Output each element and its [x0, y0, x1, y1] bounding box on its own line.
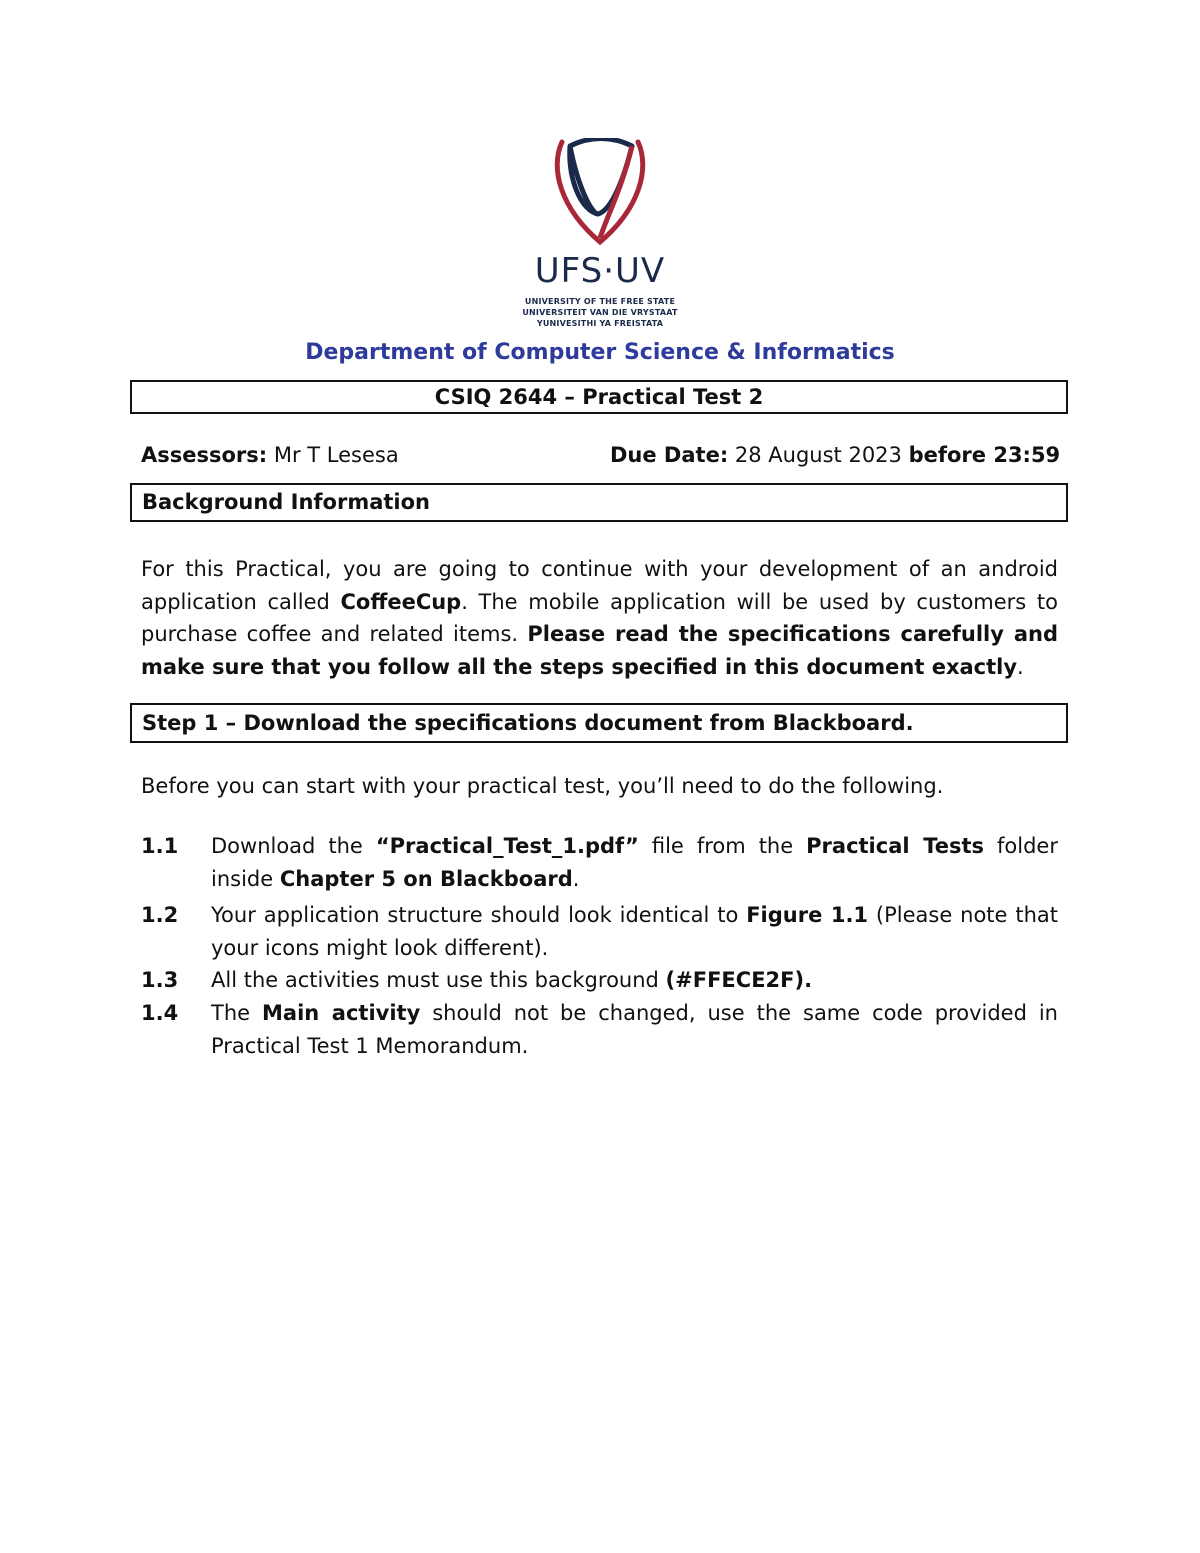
- step1-heading: Step 1 – Download the specifications document from Blackboard.: [130, 703, 1068, 743]
- assessors-line: [141, 443, 399, 467]
- due-date-label: Due Date:: [610, 443, 729, 467]
- due-date-time: before 23:59: [908, 443, 1061, 467]
- item-bold: Main activity: [262, 1001, 421, 1025]
- item-number: 1.1: [141, 834, 179, 858]
- item-number: 1.2: [141, 903, 179, 927]
- bg-end: .: [1017, 654, 1024, 679]
- logo-line-3: YUNIVESITHI YA FREISTATA: [536, 319, 664, 328]
- item-bold: Chapter 5 on Blackboard: [279, 867, 573, 891]
- item-text: file from the: [638, 834, 807, 858]
- item-bold: Practical Tests: [806, 834, 985, 858]
- due-date-line: [610, 443, 1060, 467]
- bg-text-1: For this Practical, you are going to continue with your development of an android application called: [141, 557, 1058, 614]
- item-text: folder inside: [211, 834, 1058, 891]
- background-paragraph: [141, 553, 1058, 683]
- due-date-value: 28 August 2023: [728, 443, 909, 467]
- list-item: [141, 964, 1058, 997]
- list-item: [141, 997, 1058, 1063]
- bg-emphasis: Please read the specifications carefully and make sure that you follow all the steps specified in this document exactly: [141, 622, 1058, 679]
- ufs-logo-mark-icon: [550, 138, 650, 246]
- list-item: [141, 899, 1058, 965]
- bg-text-2: . The mobile application will be used by customers to purchase coffee and related items.: [141, 589, 1058, 646]
- item-text: .: [572, 867, 580, 891]
- assessors-label: Assessors:: [141, 443, 268, 467]
- ufs-logo: [520, 138, 680, 333]
- item-text: should not be changed, use the same code provided in Practical Test 1 Memorandum.: [211, 1001, 1058, 1058]
- item-number: 1.4: [141, 1001, 179, 1025]
- logo-line-2: UNIVERSITEIT VAN DIE VRYSTAAT: [522, 308, 678, 317]
- logo-line-1: UNIVERSITY OF THE FREE STATE: [524, 297, 676, 306]
- item-text: Your application structure should look identical to: [211, 903, 747, 927]
- item-text: (Please note that your icons might look different).: [211, 903, 1058, 960]
- item-number: 1.3: [141, 968, 179, 992]
- course-title-box: CSIQ 2644 – Practical Test 2: [130, 380, 1068, 414]
- step1-intro: Before you can start with your practical test, you’ll need to do the following.: [141, 774, 944, 798]
- item-bold: Figure 1.1: [746, 903, 869, 927]
- app-name: CoffeeCup: [340, 589, 462, 614]
- item-text: Download the: [211, 834, 376, 858]
- list-item: [141, 830, 1058, 896]
- item-bold: (#FFECE2F).: [665, 968, 813, 992]
- item-bold: “Practical_Test_1.pdf”: [375, 834, 639, 858]
- logo-wordmark: UFS·UV: [534, 251, 666, 291]
- background-heading: Background Information: [130, 483, 1068, 522]
- item-text: The: [211, 1001, 262, 1025]
- item-text: All the activities must use this background: [211, 968, 666, 992]
- assessors-value: Mr T Lesesa: [267, 443, 399, 467]
- department-title: Department of Computer Science & Informatics: [305, 340, 895, 365]
